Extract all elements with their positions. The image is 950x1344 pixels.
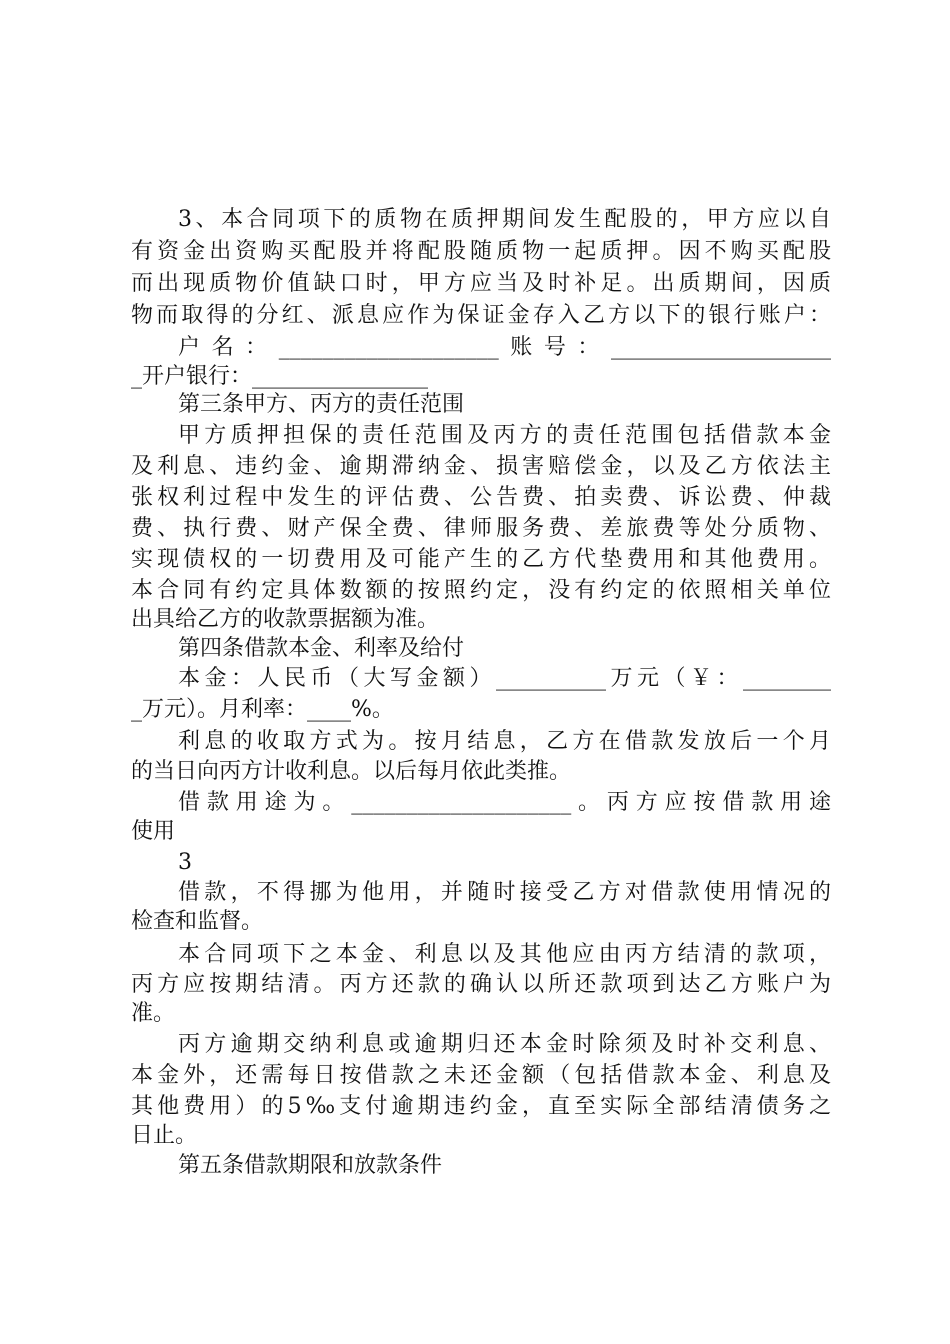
paragraph-line: 实现债权的一切费用及可能产生的乙方代垫费用和其他费用。 bbox=[131, 547, 831, 572]
section-heading: 第三条甲方、丙方的责任范围 bbox=[178, 392, 465, 417]
paragraph-line: 而出现质物价值缺口时，甲方应当及时补足。出质期间，因质 bbox=[131, 271, 831, 296]
bank-field-line: _开户银行：________________ bbox=[131, 364, 429, 389]
paragraph-line: 检查和监督。 bbox=[131, 909, 264, 934]
paragraph-line: 的当日向丙方计收利息。以后每月依此类推。 bbox=[131, 759, 572, 784]
section-heading: 第五条借款期限和放款条件 bbox=[178, 1153, 443, 1178]
paragraph-line: 费、执行费、财产保全费、律师服务费、差旅费等处分质物、 bbox=[131, 516, 831, 541]
paragraph-line: 出具给乙方的收款票据额为准。 bbox=[131, 607, 440, 632]
paragraph-line: 利息的收取方式为。按月结息，乙方在借款发放后一个月 bbox=[178, 729, 831, 754]
paragraph-line: 本合同有约定具体数额的按照约定，没有约定的依照相关单位 bbox=[131, 578, 831, 603]
paragraph-line: 张权利过程中发生的评估费、公告费、拍卖费、诉讼费、仲裁 bbox=[131, 485, 831, 510]
paragraph-line: 使用 bbox=[131, 819, 176, 844]
paragraph-line: 借款，不得挪为他用，并随时接受乙方对借款使用情况的 bbox=[178, 880, 831, 905]
paragraph-line: 准。 bbox=[131, 1001, 176, 1026]
paragraph-line: 丙方应按期结清。丙方还款的确认以所还款项到达乙方账户为 bbox=[131, 972, 831, 997]
paragraph-line: 其他费用）的5‰支付逾期违约金，直至实际全部结清债务之 bbox=[131, 1094, 831, 1119]
paragraph-line: 有资金出资购买配股并将配股随质物一起质押。因不购买配股 bbox=[131, 239, 831, 264]
section-heading: 第四条借款本金、利率及给付 bbox=[178, 636, 465, 661]
paragraph-line: 日止。 bbox=[131, 1123, 198, 1148]
paragraph-line: 丙方逾期交纳利息或逾期归还本金时除须及时补交利息、 bbox=[178, 1032, 831, 1057]
loan-purpose-line: 借款用途为。____________________。丙方应按借款用途 bbox=[178, 790, 831, 815]
interest-rate-line: _万元）。月利率：____%。 bbox=[131, 697, 394, 722]
paragraph-line: 及利息、违约金、逾期滞纳金、损害赔偿金，以及乙方依法主 bbox=[131, 454, 831, 479]
page-number: 3 bbox=[178, 850, 192, 875]
paragraph-line: 本金外，还需每日按借款之未还金额（包括借款本金、利息及 bbox=[131, 1063, 831, 1088]
paragraph-line: 本合同项下之本金、利息以及其他应由丙方结清的款项， bbox=[178, 942, 831, 967]
paragraph-line: 物而取得的分红、派息应作为保证金存入乙方以下的银行账户： bbox=[131, 303, 831, 328]
principal-field-line: 本金：人民币（大写金额）__________万元（￥：________ bbox=[178, 666, 831, 691]
account-name-field-line: 户名：____________________账号：____________________ bbox=[178, 335, 831, 360]
paragraph-line: 甲方质押担保的责任范围及丙方的责任范围包括借款本金 bbox=[178, 423, 831, 448]
paragraph-line: 3、本合同项下的质物在质押期间发生配股的，甲方应以自 bbox=[178, 207, 831, 232]
